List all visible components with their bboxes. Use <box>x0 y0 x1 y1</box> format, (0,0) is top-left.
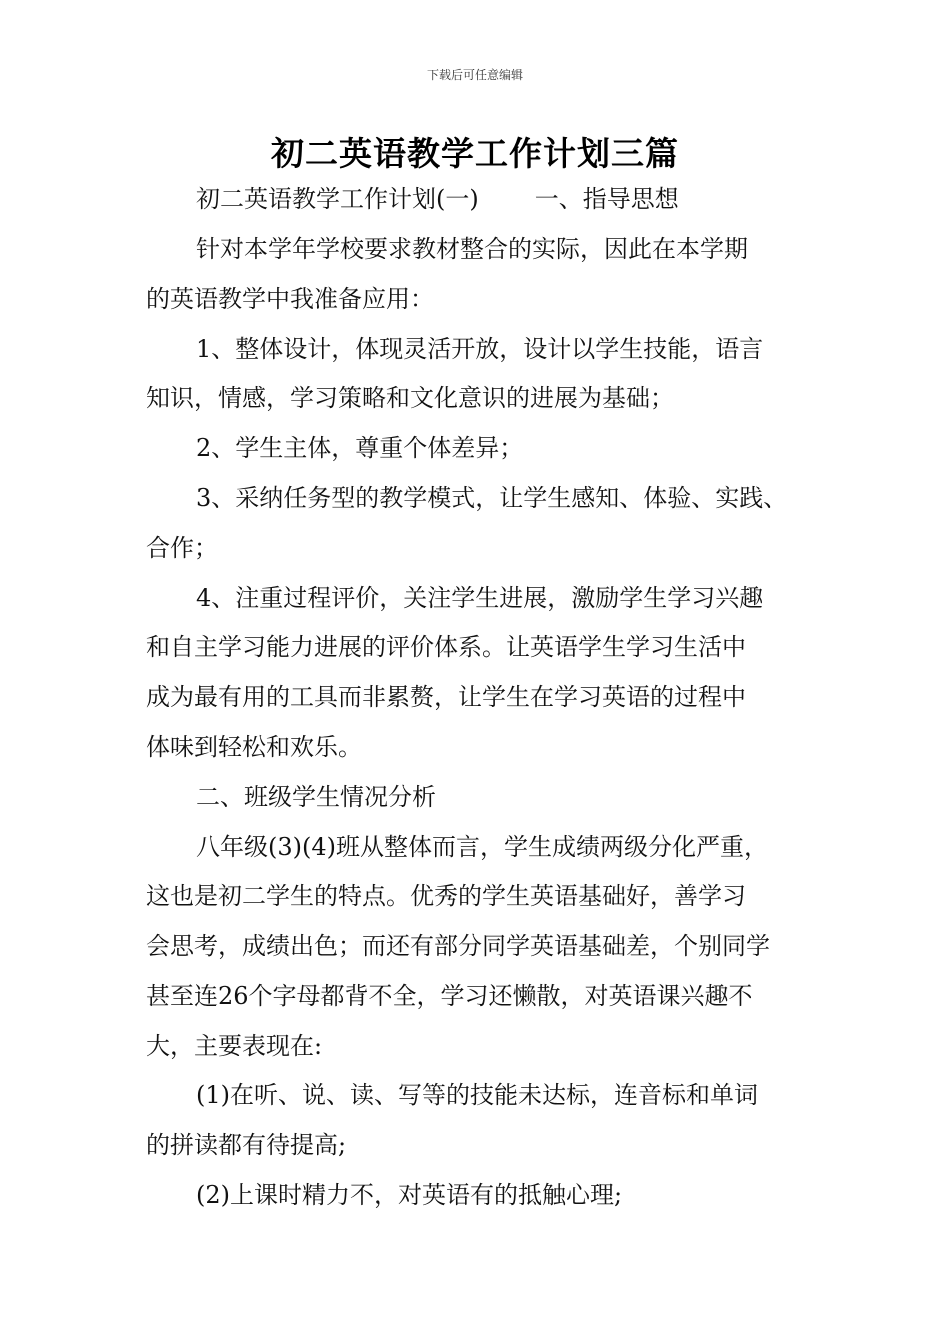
section-heading-class-analysis: 二、班级学生情况分析 <box>196 783 436 811</box>
paragraph-line: 这也是初二学生的特点。优秀的学生英语基础好，善学习 <box>146 882 746 910</box>
paragraph-line: 1、整体设计，体现灵活开放，设计以学生技能，语言 <box>196 335 764 363</box>
paragraph-line: 2、学生主体，尊重个体差异； <box>196 434 524 462</box>
section-heading-guiding-thought: 一、指导思想 <box>534 185 679 213</box>
paragraph-line: (1)在听、说、读、写等的技能未达标，连音标和单词 <box>196 1081 758 1109</box>
paragraph-line: 成为最有用的工具而非累赘，让学生在学习英语的过程中 <box>146 683 746 711</box>
paragraph-line: 知识，情感，学习策略和文化意识的进展为基础； <box>146 384 674 412</box>
paragraph-line: 针对本学年学校要求教材整合的实际，因此在本学期 <box>196 235 748 263</box>
paragraph-line: 甚至连26个字母都背不全，学习还懒散，对英语课兴趣不 <box>146 982 753 1010</box>
paragraph-line: (2)上课时精力不，对英语有的抵触心理; <box>196 1181 623 1209</box>
paragraph-line: 的拼读都有待提高; <box>146 1131 347 1159</box>
plan-label: 初二英语教学工作计划(一) <box>196 185 479 213</box>
header-note: 下载后可任意编辑 <box>426 68 523 82</box>
paragraph-line: 大，主要表现在: <box>146 1032 323 1060</box>
paragraph-line: 4、注重过程评价，关注学生进展，激励学生学习兴趣 <box>196 584 764 612</box>
paragraph-line: 会思考，成绩出色；而还有部分同学英语基础差，个别同学 <box>146 932 770 960</box>
document-title: 初二英语教学工作计划三篇 <box>271 134 679 173</box>
paragraph-line: 的英语教学中我准备应用： <box>146 285 434 313</box>
subtitle-line <box>196 182 679 216</box>
paragraph-line: 体味到轻松和欢乐。 <box>146 733 362 761</box>
paragraph-line: 3、采纳任务型的教学模式，让学生感知、体验、实践、 <box>196 484 788 512</box>
paragraph-line: 和自主学习能力进展的评价体系。让英语学生学习生活中 <box>146 633 746 661</box>
paragraph-line: 八年级(3)(4)班从整体而言，学生成绩两级分化严重， <box>196 833 768 861</box>
paragraph-line: 合作； <box>146 534 218 562</box>
